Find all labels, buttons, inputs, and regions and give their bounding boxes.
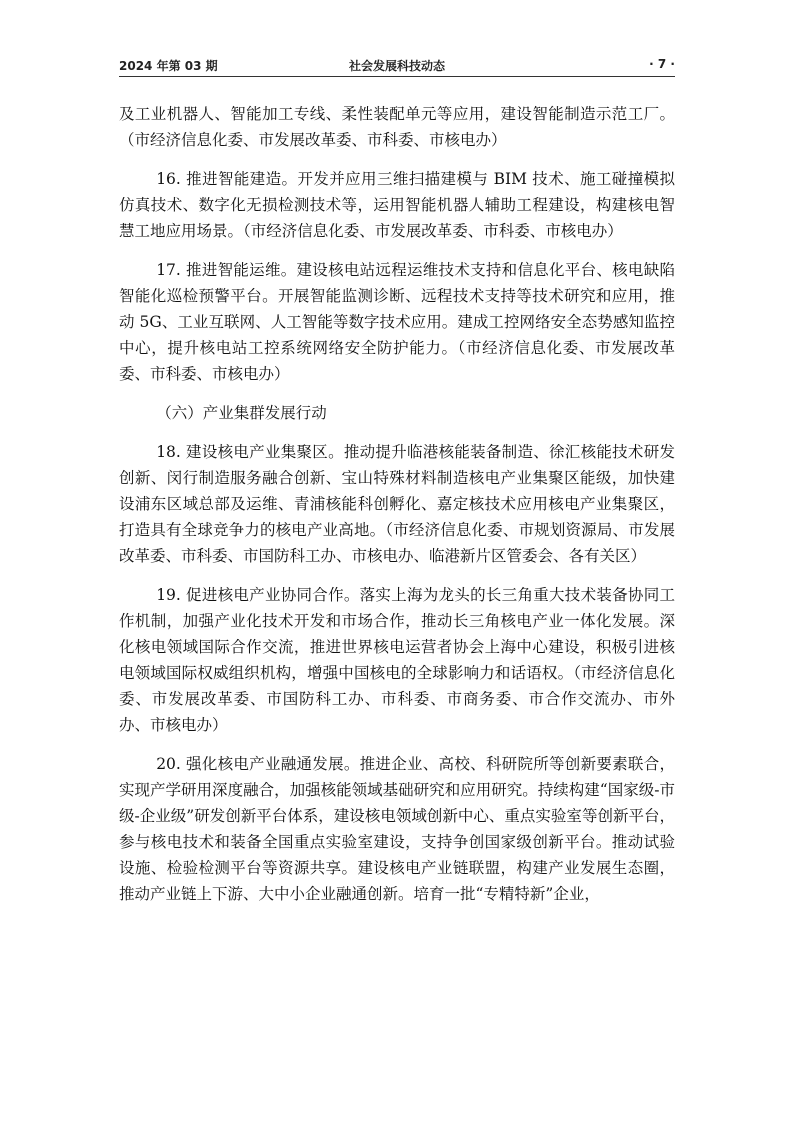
paragraph-item-19: 19. 促进核电产业协同合作。落实上海为龙头的长三角重大技术装备协同工作机制，加强产业化技术开发和市场合作，推动长三角核电产业一体化发展。深化核电领域国际合作交流，推进世界核电运营者协会上海中心建设，积极引进核电领域国际权威组织机构，增强中国核电的全球影响力和话语权。（市经济信息化委、市发展改革委、市国防科工办、市科委、市商务委、市合作交流办、市外办、市核电办） <box>119 586 675 734</box>
paragraph-item-18: 18. 建设核电产业集聚区。推动提升临港核能装备制造、徐汇核能技术研发创新、闵行制造服务融合创新、宝山特殊材料制造核电产业集聚区能级，加快建设浦东区域总部及运维、青浦核能科创孵化、嘉定核技术应用核电产业集聚区，打造具有全球竞争力的核电产业高地。（市经济信息化委、市规划资源局、市发展改革委、市科委、市国防科工办、市核电办、临港新片区管委会、各有关区） <box>119 443 675 565</box>
paragraph-item-16: 16. 推进智能建造。开发并应用三维扫描建模与 BIM 技术、施工碰撞模拟仿真技术、数字化无损检测技术等，运用智能机器人辅助工程建设，构建核电智慧工地应用场景。（市经济信息化委、市发展改革委、市科委、市核电办） <box>119 170 675 240</box>
document-body <box>119 101 675 920</box>
paragraph-continued: 及工业机器人、智能加工专线、柔性装配单元等应用，建设智能制造示范工厂。（市经济信息化委、市发展改革委、市科委、市核电办） <box>119 105 675 149</box>
paragraph-item-17: 17. 推进智能运维。建设核电站远程运维技术支持和信息化平台、核电缺陷智能化巡检预警平台。开展智能监测诊断、远程技术支持等技术研究和应用，推动 5G、工业互联网、人工智能等数字技术应用。建成工控网络安全态势感知监控中心，提升核电站工控系统网络安全防护能力。（市经济信息化委、市发展改革委、市科委、市核电办） <box>119 261 675 383</box>
journal-title: 社会发展科技动态 <box>348 59 445 73</box>
header-divider <box>119 76 675 77</box>
section-heading: （六）产业集群发展行动 <box>156 404 327 422</box>
paragraph-item-20: 20. 强化核电产业融通发展。推进企业、高校、科研院所等创新要素联合，实现产学研用深度融合，加强核能领域基础研究和应用研究。持续构建“国家级-市级-企业级”研发创新平台体系，建设核电领域创新中心、重点实验室等创新平台，参与核电技术和装备全国重点实验室建设，支持争创国家级创新平台。推动试验设施、检验检测平台等资源共享。建设核电产业链联盟，构建产业发展生态圈，推动产业链上下游、大中小企业融通创新。培育一批“专精特新”企业， <box>119 755 675 903</box>
page-number: · 7 · <box>649 57 675 71</box>
page-header <box>119 55 675 75</box>
issue-number: 2024 年第 03 期 <box>119 59 218 73</box>
